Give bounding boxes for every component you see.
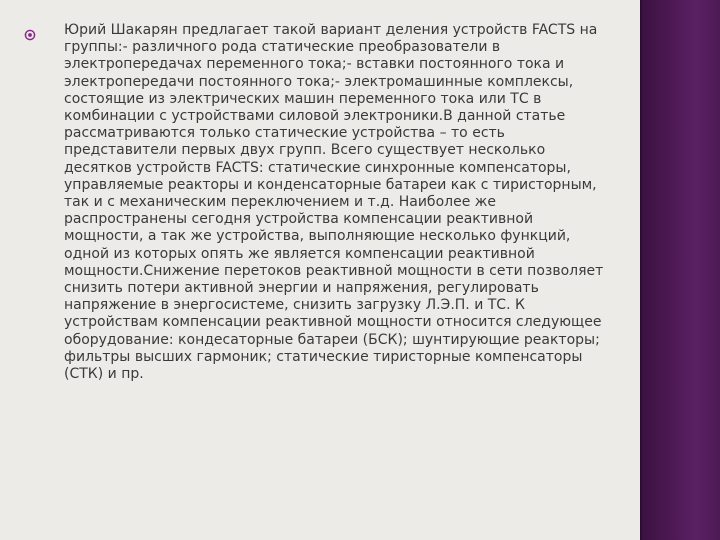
decorative-sidebar <box>640 0 720 540</box>
sidebar-edge <box>640 0 642 540</box>
slide-body-text: Юрий Шакарян предлагает такой вариант деления устройств FACTS на группы:- различного рода статические преобразователи в электропередачах переменного тока;- вставки постоянного тока и электропередачи постоянного тока;- электромашинные комплексы, состоящие из электрических машин переменного тока или ТС в комбинации с устройствами силовой электроники.В данной статье рассматриваются только статические устройства – то есть представители первых двух групп. Всего существует несколько десятков устройств FACTS: статические синхронные компенсаторы, управляемые реакторы и конденсаторные батареи как с тиристорным, так и с механическим переключением и т.д. Наиболее же распространены сегодня устройства компенсации реактивной мощности, а так же устройства, выполняющие несколько функций, одной из которых опять же является компенсации реактивной мощности.Снижение перетоков реактивной мощности в сети позволяет снизить потери активной энергии и напряжения, регулировать напряжение в энергосистеме, снизить загрузку Л.Э.П. и ТС. К устройствам компенсации реактивной мощности относится следующее оборудование: кондесаторные батареи (БСК); шунтирующие реакторы; фильтры высших гармоник; статические тиристорные компенсаторы (СТК) и пр. <box>64 22 604 383</box>
ornamental-bullet-icon <box>24 29 36 41</box>
